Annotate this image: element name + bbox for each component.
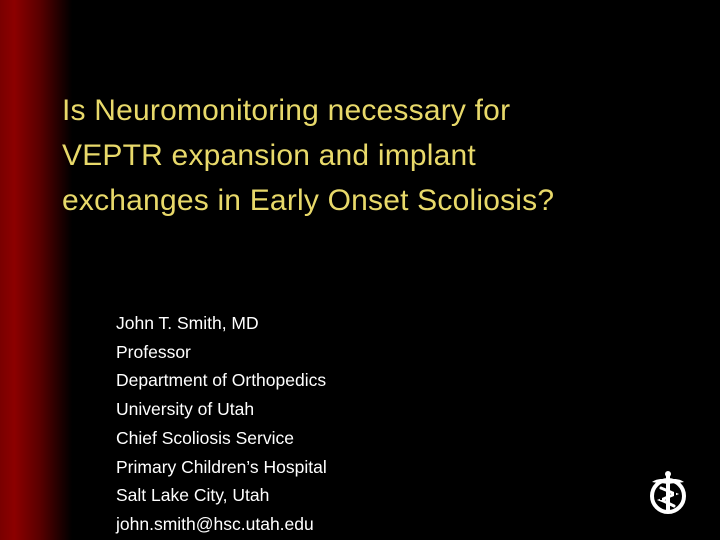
title-line-3: exchanges in Early Onset Scoliosis? [62, 184, 555, 217]
author-email: john.smith@hsc.utah.edu [116, 513, 314, 534]
title-line-2: VEPTR expansion and implant [62, 139, 476, 172]
author-role: Chief Scoliosis Service [116, 427, 294, 448]
author-info [116, 309, 536, 539]
author-title: Professor [116, 341, 191, 362]
author-location: Salt Lake City, Utah [116, 485, 270, 506]
author-department: Department of Orthopedics [116, 370, 327, 391]
university-caduceus-emblem-icon [648, 470, 688, 514]
slide-title [62, 88, 682, 223]
author-university: University of Utah [116, 399, 255, 420]
author-hospital: Primary Children’s Hospital [116, 456, 327, 477]
title-line-1: Is Neuromonitoring necessary for [62, 94, 511, 127]
left-accent-band [0, 0, 72, 540]
author-name: John T. Smith, MD [116, 313, 259, 333]
